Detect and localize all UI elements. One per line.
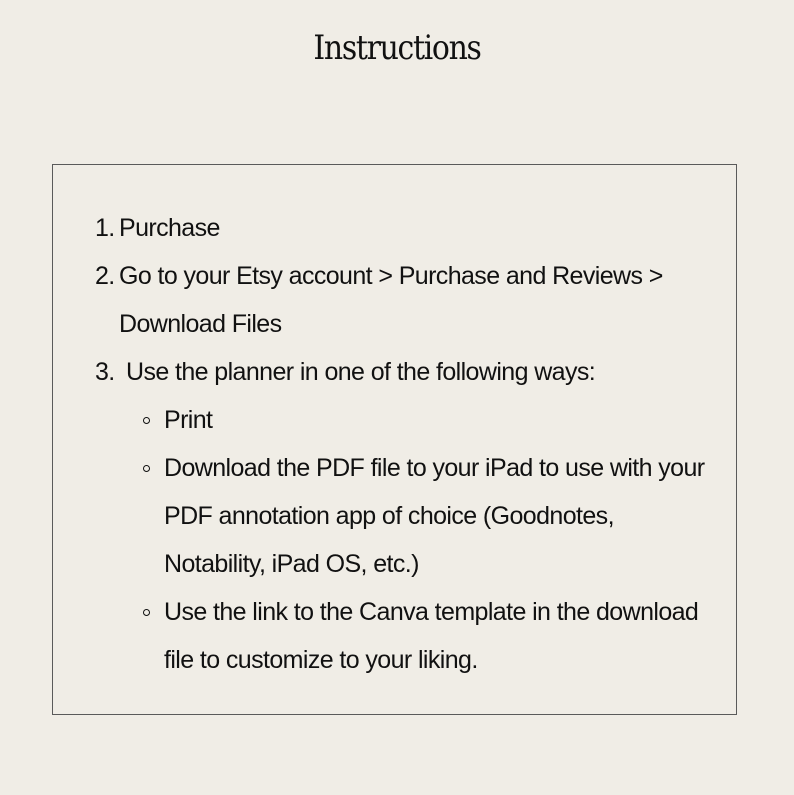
step-text: Use the planner in one of the following ways: bbox=[126, 358, 596, 386]
hollow-circle-bullet-icon bbox=[143, 417, 150, 424]
subitem-text: Use the link to the Canva template in the download bbox=[164, 598, 699, 626]
instructions-box bbox=[52, 164, 737, 715]
step-number: 1. bbox=[95, 214, 115, 242]
hollow-circle-bullet-icon bbox=[143, 609, 150, 616]
step-text: Go to your Etsy account > Purchase and Reviews > bbox=[119, 262, 663, 290]
subitem-text: Notability, iPad OS, etc.) bbox=[164, 550, 419, 578]
subitem-text: PDF annotation app of choice (Goodnotes, bbox=[164, 502, 614, 530]
subitem-text: file to customize to your liking. bbox=[164, 646, 478, 674]
subitem-text: Download the PDF file to your iPad to use with your bbox=[164, 454, 705, 482]
hollow-circle-bullet-icon bbox=[143, 465, 150, 472]
step-text: Purchase bbox=[119, 214, 220, 242]
subitem-text: Print bbox=[164, 406, 213, 434]
page-title: Instructions bbox=[313, 28, 481, 68]
step-number: 2. bbox=[95, 262, 115, 290]
step-number: 3. bbox=[95, 358, 115, 386]
step-text: Download Files bbox=[119, 310, 282, 338]
